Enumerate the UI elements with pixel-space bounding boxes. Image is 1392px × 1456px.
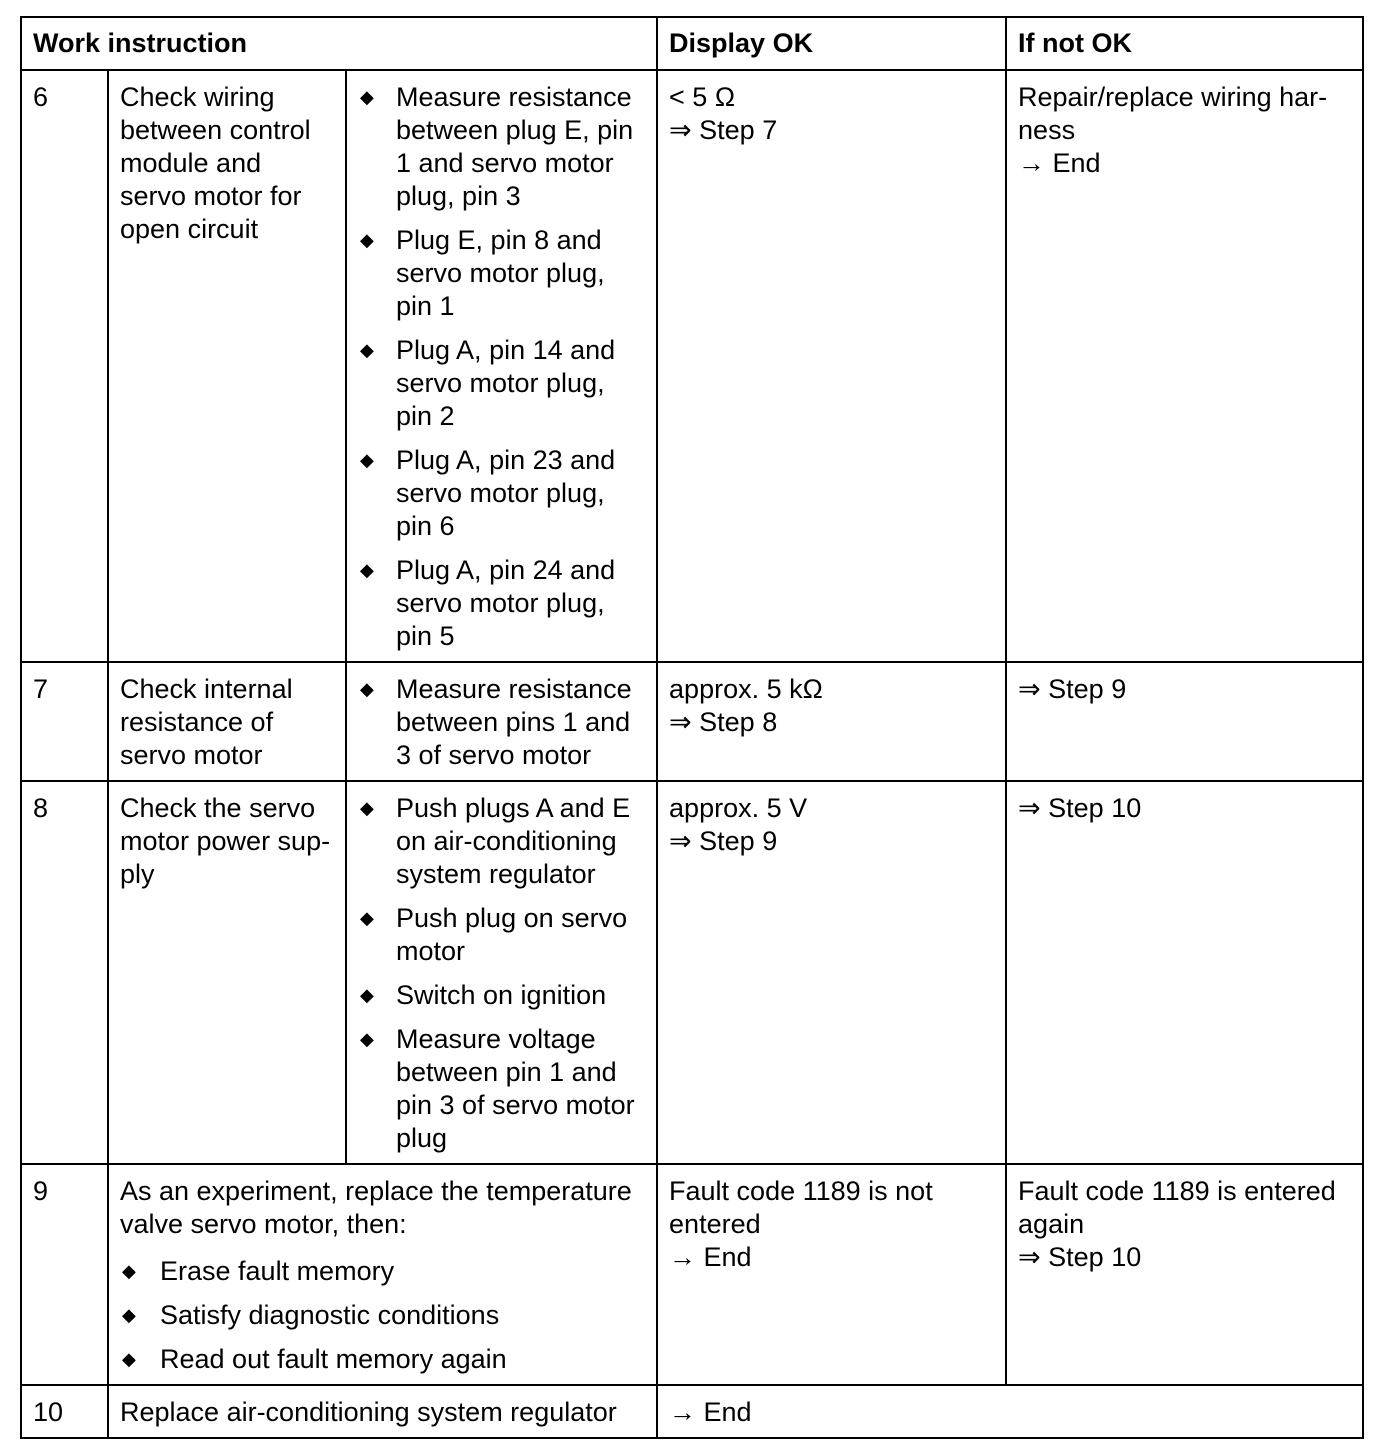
- bullet-list: [358, 792, 645, 1155]
- display-ok-next: ⇒ Step 7: [669, 115, 778, 145]
- bullet-list: [120, 1255, 645, 1376]
- list-item: ◆ Push plugs A and E on air-conditioning system regulator: [360, 793, 631, 889]
- diamond-bullet-icon: ◆: [360, 560, 374, 580]
- step-number: 9: [21, 1164, 108, 1385]
- list-item: ◆ Measure resistance between pins 1 and 3 of servo motor: [360, 674, 632, 770]
- diamond-bullet-icon: ◆: [360, 450, 374, 470]
- display-ok-value: < 5 Ω: [669, 82, 736, 112]
- display-ok-value: approx. 5 kΩ: [669, 674, 823, 704]
- step-number: 8: [21, 781, 108, 1164]
- list-item: ◆ Plug A, pin 14 and servo motor plug, pin 2: [360, 335, 616, 431]
- list-item: ◆ Satisfy diagnostic conditions: [122, 1300, 500, 1330]
- table-row-step-7: [21, 662, 1363, 781]
- header-display-ok: Display OK: [657, 17, 1006, 70]
- diamond-bullet-icon: ◆: [360, 340, 374, 360]
- diamond-bullet-icon: ◆: [360, 985, 374, 1005]
- bullet-list: [358, 673, 645, 772]
- step-instruction: Replace air-conditioning system regulator: [108, 1385, 657, 1438]
- table-row-step-6: [21, 70, 1363, 662]
- diamond-bullet-icon: ◆: [360, 679, 374, 699]
- list-item: ◆ Measure voltage between pin 1 and pin 3 of servo motor plug: [360, 1024, 635, 1153]
- if-not-ok-action: Fault code 1189 is entered again: [1018, 1176, 1336, 1239]
- display-ok-next: → End: [669, 1242, 752, 1272]
- bullet-list: [358, 81, 645, 653]
- table-header-row: [21, 17, 1363, 70]
- if-not-ok-cell: [1006, 70, 1363, 662]
- step-check: Check the servo motor power sup-ply: [108, 781, 346, 1164]
- result-cell: → End: [657, 1385, 1363, 1438]
- list-item: ◆ Plug A, pin 23 and servo motor plug, pin 6: [360, 445, 616, 541]
- if-not-ok-next: ⇒ Step 10: [1018, 1242, 1142, 1272]
- header-work-instruction: Work instruction: [21, 17, 657, 70]
- diamond-bullet-icon: ◆: [360, 87, 374, 107]
- step-check: Check wiring between control module and servo motor for open circuit: [108, 70, 346, 662]
- display-ok-cell: [657, 70, 1006, 662]
- display-ok-next: ⇒ Step 9: [669, 826, 778, 856]
- list-item: ◆ Push plug on servo motor: [360, 903, 628, 966]
- if-not-ok-action: Repair/replace wiring har-ness: [1018, 82, 1328, 145]
- diamond-bullet-icon: ◆: [360, 798, 374, 818]
- list-item: ◆ Erase fault memory: [122, 1256, 395, 1286]
- table-row-step-10: [21, 1385, 1363, 1438]
- diamond-bullet-icon: ◆: [360, 1029, 374, 1049]
- step-instruction: [108, 1164, 657, 1385]
- step-actions: [346, 781, 657, 1164]
- if-not-ok-cell: [1006, 1164, 1363, 1385]
- diamond-bullet-icon: ◆: [122, 1349, 136, 1369]
- diamond-bullet-icon: ◆: [122, 1305, 136, 1325]
- list-item: ◆ Plug A, pin 24 and servo motor plug, pin 5: [360, 555, 616, 651]
- if-not-ok-next: → End: [1018, 148, 1101, 178]
- step-number: 10: [21, 1385, 108, 1438]
- step-number: 7: [21, 662, 108, 781]
- if-not-ok-next: ⇒ Step 10: [1018, 793, 1142, 823]
- display-ok-next: ⇒ Step 8: [669, 707, 778, 737]
- step-check: Check internal resistance of servo motor: [108, 662, 346, 781]
- display-ok-cell: [657, 781, 1006, 1164]
- step-actions: [346, 662, 657, 781]
- table-row-step-9: [21, 1164, 1363, 1385]
- table-row-step-8: [21, 781, 1363, 1164]
- list-item: ◆ Measure resistance between plug E, pin 1 and servo motor plug, pin 3: [360, 82, 634, 211]
- display-ok-value: Fault code 1189 is not entered: [669, 1176, 933, 1239]
- diamond-bullet-icon: ◆: [122, 1261, 136, 1281]
- display-ok-cell: [657, 662, 1006, 781]
- header-if-not-ok: If not OK: [1006, 17, 1363, 70]
- list-item: ◆ Plug E, pin 8 and servo motor plug, pin 1: [360, 225, 605, 321]
- if-not-ok-cell: [1006, 781, 1363, 1164]
- step-actions: [346, 70, 657, 662]
- list-item: ◆ Read out fault memory again: [122, 1344, 507, 1374]
- diamond-bullet-icon: ◆: [360, 230, 374, 250]
- list-item: ◆ Switch on ignition: [360, 980, 607, 1010]
- display-ok-value: approx. 5 V: [669, 793, 808, 823]
- if-not-ok-cell: [1006, 662, 1363, 781]
- work-instruction-table: [20, 16, 1364, 1439]
- step-number: 6: [21, 70, 108, 662]
- display-ok-cell: [657, 1164, 1006, 1385]
- if-not-ok-next: ⇒ Step 9: [1018, 674, 1127, 704]
- diamond-bullet-icon: ◆: [360, 908, 374, 928]
- instruction-text: As an experiment, replace the temperature valve servo motor, then:: [120, 1176, 632, 1239]
